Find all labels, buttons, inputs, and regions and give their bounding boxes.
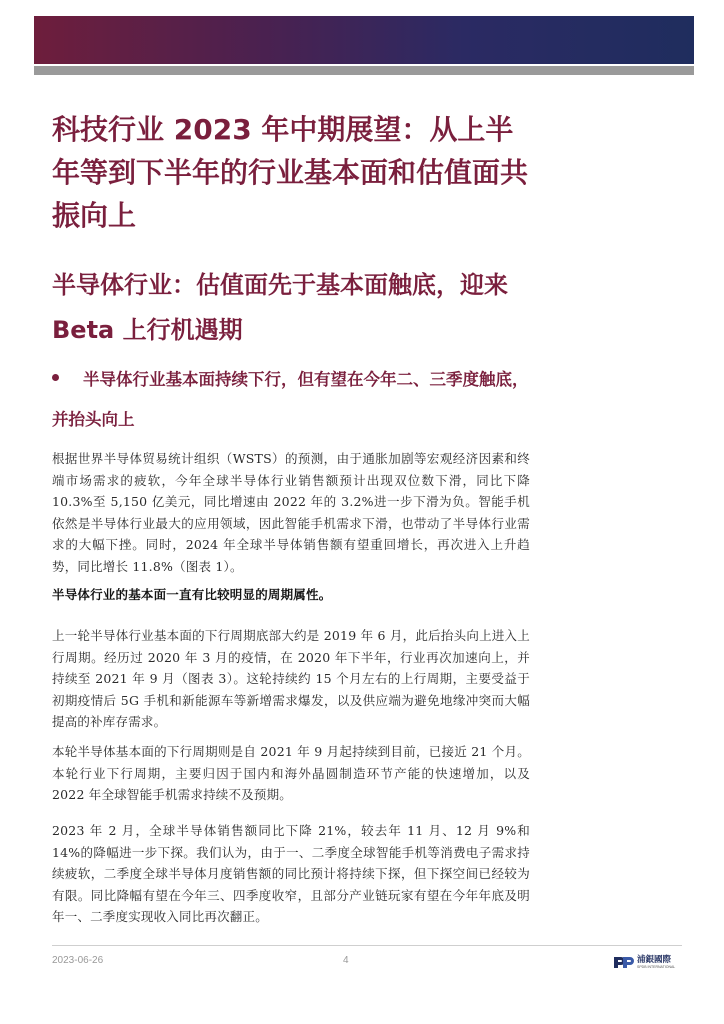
page-number: 4 [343, 955, 349, 966]
logo-name-en: SPDB INTERNATIONAL [637, 964, 676, 969]
logo-name-cn: 浦銀國際 [637, 954, 672, 965]
bullet-heading [52, 360, 532, 440]
header-banner [34, 16, 694, 64]
bullet-heading-text: 半导体行业基本面持续下行，但有望在今年二、三季度触底，并抬头向上 [52, 370, 529, 429]
paragraph-current-cycle: 本轮半导体基本面的下行周期则是自 2021 年 9 月起持续到目前，已接近 21 个月。本轮行业下行周期，主要归因于国内和海外晶圆制造环节产能的快速增加，以及 2022 年全球智能手机需求持续不及预期。 [52, 744, 530, 802]
bullet-dot-icon [52, 374, 59, 381]
footer-date: 2023-06-26 [52, 955, 104, 966]
report-title: 科技行业 2023 年中期展望：从上半年等到下半年的行业基本面和估值面共振向上 [52, 113, 529, 232]
company-logo [612, 953, 675, 971]
paragraph-wsts: 根据世界半导体贸易统计组织（WSTS）的预测，由于通胀加剧等宏观经济因素和终端市场需求的疲软，今年全球半导体行业销售额预计出现双位数下滑，同比下降 10.3%至 5,150 亿美元，同比增速由 2022 年的 3.2%进一步下滑为负。智能手机依然是半导体行业最大的应用领域，因此智能手机需求下滑，也带动了半导体行业需求的大幅下挫。同时，2024 年全球半导体销售额有望重回增长，再次进入上升趋势，同比增长 11.8%（图表 1）。 [52, 451, 530, 574]
logo-mark-icon [612, 954, 634, 970]
paragraph-previous-cycle: 上一轮半导体行业基本面的下行周期底部大约是 2019 年 6 月，此后抬头向上进入上行周期。经历过 2020 年 3 月的疫情，在 2020 年下半年，行业再次加速向上，并持续至 2021 年 9 月（图表 3）。这轮持续约 15 个月左右的上行周期，主要受益于初期疫情后 5G 手机和新能源车等新增需求爆发，以及供应端为避免地缘冲突而大幅提高的补库存需求。 [52, 628, 530, 729]
header-strip [34, 66, 694, 75]
footer-divider [52, 945, 682, 946]
section-subtitle: 半导体行业：估值面先于基本面触底，迎来 Beta 上行机遇期 [52, 271, 508, 344]
paragraph-outlook: 2023 年 2 月，全球半导体销售额同比下降 21%，较去年 11 月、12 月 9%和 14%的降幅进一步下探。我们认为，由于一、二季度全球智能手机等消费电子需求持续疲软，二季度全球半导体月度销售额的同比预计将持续下探，但下探空间已经较为有限。同比降幅有望在今年三、四季度收窄，且部分产业链玩家有望在今年年底及明年一、二季度实现收入同比再次翻正。 [52, 823, 530, 924]
paragraph-cycle-heading: 半导体行业的基本面一直有比较明显的周期属性。 [52, 587, 332, 602]
